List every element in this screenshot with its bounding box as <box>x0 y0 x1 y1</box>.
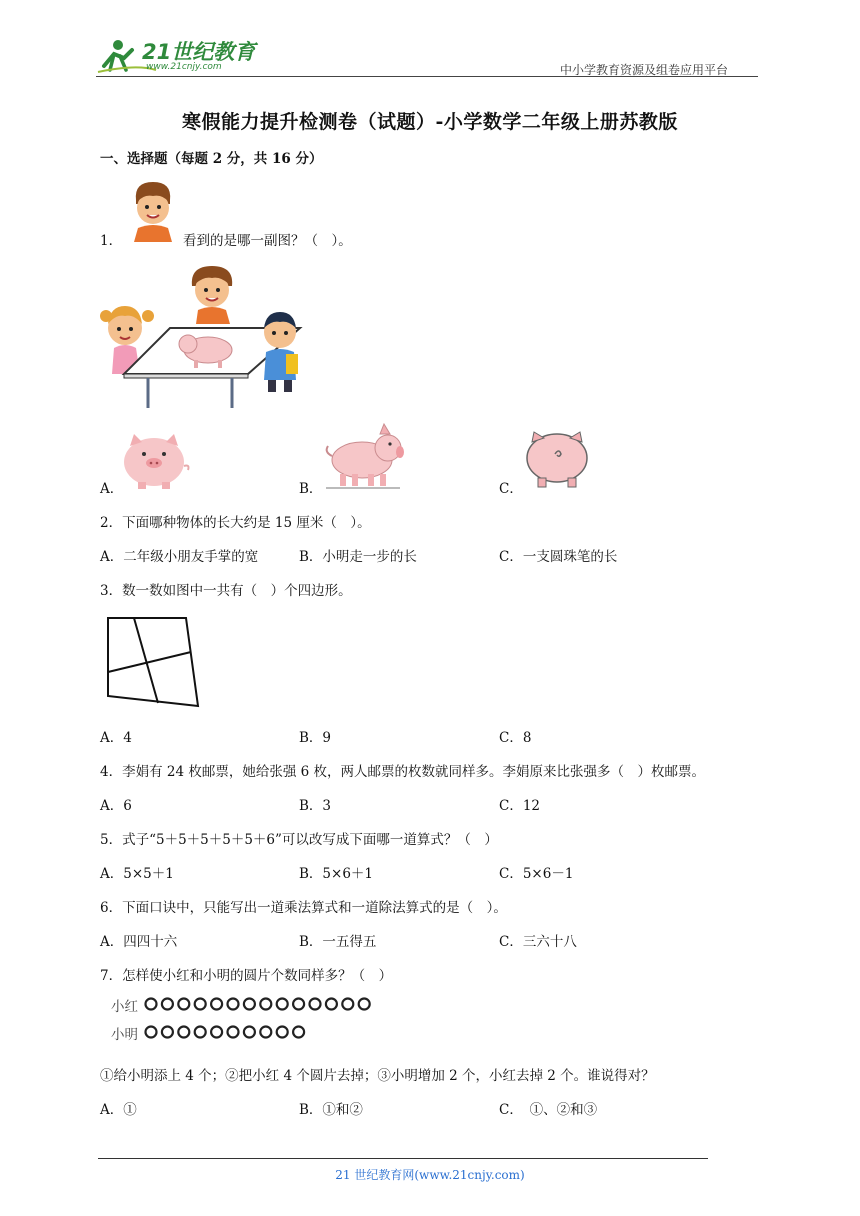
xiaoming-circles <box>144 1024 312 1044</box>
disc-circle <box>244 999 255 1010</box>
disc-circle <box>178 1027 189 1038</box>
q6-option-c[interactable]: C．三六十八 <box>499 934 577 950</box>
footer-text: 21 世纪教育网(www.21cnjy.com) <box>335 1168 525 1182</box>
disc-circle <box>146 999 157 1010</box>
question-2-text: 2．下面哪种物体的长大约是 15 厘米（ ）。 <box>100 515 371 531</box>
disc-circle <box>293 999 304 1010</box>
disc-circle <box>228 1027 239 1038</box>
question-7-text: 7．怎样使小红和小明的圆片个数同样多？（ ） <box>100 968 393 984</box>
disc-circle <box>277 999 288 1010</box>
question-6-text: 6．下面口诀中，只能写出一道乘法算式和一道除法算式的是（ ）。 <box>100 900 507 916</box>
disc-circle <box>310 999 321 1010</box>
q3-option-c[interactable]: C．8 <box>499 730 532 746</box>
disc-circle <box>228 999 239 1010</box>
disc-circle <box>211 999 222 1010</box>
pig-side-image <box>322 422 404 490</box>
q5-option-b[interactable]: B．5×6＋1 <box>299 866 373 882</box>
q1-option-a[interactable]: A． <box>100 481 124 497</box>
question-7-statements: ①给小明添上 4 个；②把小红 4 个圆片去掉；③小明增加 2 个，小红去掉 2 个。谁说得对？ <box>100 1068 655 1084</box>
disc-circle <box>195 999 206 1010</box>
q6-option-b[interactable]: B．一五得五 <box>299 934 377 950</box>
disc-circle <box>342 999 353 1010</box>
q4-option-b[interactable]: B．3 <box>299 798 332 814</box>
header-divider <box>96 76 758 77</box>
disc-circle <box>178 999 189 1010</box>
disc-circle <box>260 999 271 1010</box>
q7-option-c[interactable]: C． ①、②和③ <box>499 1102 598 1118</box>
xiaohong-circles <box>144 996 378 1016</box>
disc-circle <box>146 1027 157 1038</box>
disc-circle <box>244 1027 255 1038</box>
header-logo <box>96 36 266 76</box>
q3-option-b[interactable]: B．9 <box>299 730 332 746</box>
q6-option-a[interactable]: A．四四十六 <box>100 934 178 950</box>
question-1-number: 1． <box>100 233 123 249</box>
disc-circle <box>195 1027 206 1038</box>
q2-option-b[interactable]: B．小明走一步的长 <box>299 549 417 565</box>
quadrilateral-figure <box>104 614 204 710</box>
xiaoming-label: 小明 <box>111 1027 138 1043</box>
q5-option-a[interactable]: A．5×5＋1 <box>100 866 174 882</box>
header-right-text: 中小学教育资源及组卷应用平台 <box>560 63 729 77</box>
question-4-text: 4．李娟有 24 枚邮票，她给张强 6 枚，两人邮票的枚数就同样多。李娟原来比张强多（ ）枚邮票。 <box>100 764 706 780</box>
q1-option-b[interactable]: B． <box>299 481 323 497</box>
pig-back-image <box>522 428 592 490</box>
disc-circle <box>326 999 337 1010</box>
disc-circle <box>359 999 370 1010</box>
table-scene-image <box>100 262 310 412</box>
q3-option-a[interactable]: A．4 <box>100 730 132 746</box>
question-1-text: 看到的是哪一副图？（ ）。 <box>183 233 352 249</box>
pig-front-image <box>120 430 192 490</box>
boy-small-image <box>126 178 180 242</box>
logo-url: www.21cnjy.com <box>146 62 222 72</box>
logo-text: 21世纪教育 <box>142 40 256 64</box>
disc-circle <box>162 1027 173 1038</box>
question-3-text: 3．数一数如图中一共有（ ）个四边形。 <box>100 583 352 599</box>
page-title: 寒假能力提升检测卷（试题）-小学数学二年级上册苏教版 <box>182 111 678 133</box>
q7-option-a[interactable]: A．① <box>100 1102 137 1118</box>
q7-option-b[interactable]: B．①和② <box>299 1102 363 1118</box>
disc-circle <box>211 1027 222 1038</box>
footer-divider <box>98 1158 708 1159</box>
disc-circle <box>277 1027 288 1038</box>
q2-option-a[interactable]: A．二年级小朋友手掌的宽 <box>100 549 259 565</box>
question-5-text: 5．式子“5＋5＋5＋5＋5＋6”可以改写成下面哪一道算式？（ ） <box>100 832 498 848</box>
xiaohong-label: 小红 <box>111 999 138 1015</box>
q5-option-c[interactable]: C．5×6－1 <box>499 866 574 882</box>
disc-circle <box>260 1027 271 1038</box>
disc-circle <box>293 1027 304 1038</box>
q4-option-a[interactable]: A．6 <box>100 798 132 814</box>
q1-option-c[interactable]: C． <box>499 481 523 497</box>
q4-option-c[interactable]: C．12 <box>499 798 541 814</box>
q2-option-c[interactable]: C．一支圆珠笔的长 <box>499 549 618 565</box>
disc-circle <box>162 999 173 1010</box>
section-heading: 一、选择题（每题 2 分，共 16 分） <box>100 151 323 167</box>
